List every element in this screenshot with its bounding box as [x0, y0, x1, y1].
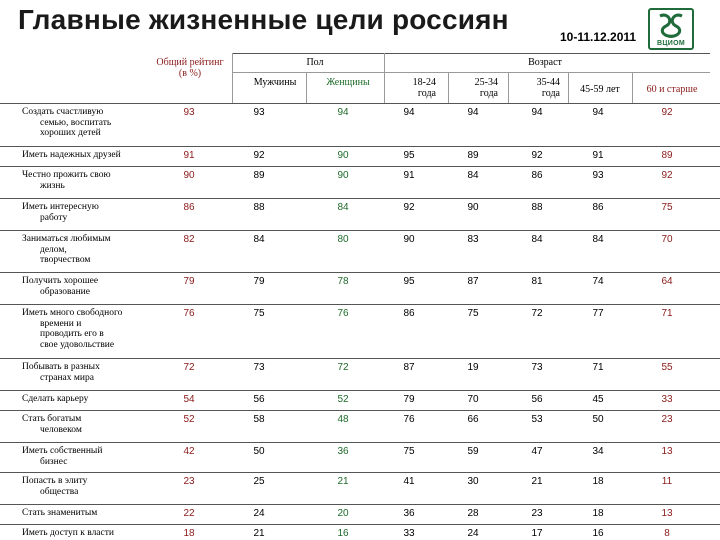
table-cell-value: 36 [337, 446, 349, 457]
table-cell-value: 82 [183, 234, 195, 245]
row-separator [0, 146, 720, 147]
table-cell-value: 91 [183, 150, 195, 161]
row-label-line: Иметь доступ к власти [22, 528, 114, 538]
row-label-line: Иметь много свободного [22, 308, 123, 318]
table-cell-value: 23 [183, 476, 195, 487]
row-label-line: общества [40, 486, 79, 497]
table-cell-value: 24 [253, 508, 265, 519]
table-cell-value: 75 [661, 202, 673, 213]
table-cell-value: 94 [337, 107, 349, 118]
table-cell-value: 13 [661, 446, 673, 457]
row-label [22, 170, 152, 191]
header-top-line [232, 53, 710, 54]
header-age-group: Возраст [528, 57, 562, 68]
table-cell-value: 77 [592, 308, 604, 319]
table-cell-value: 86 [183, 202, 195, 213]
table-cell-value: 80 [337, 234, 349, 245]
page-title: Главные жизненные цели россиян [18, 4, 509, 35]
row-separator [0, 358, 720, 359]
table-cell-value: 92 [661, 170, 673, 181]
header-age-18-24-line1: 18-24 [412, 77, 436, 88]
row-separator [0, 524, 720, 525]
table-cell-value: 84 [592, 234, 604, 245]
table-cell-value: 75 [467, 308, 479, 319]
row-separator [0, 272, 720, 273]
row-label [22, 308, 152, 350]
table-cell-value: 76 [183, 308, 195, 319]
table-cell-value: 84 [337, 202, 349, 213]
table-cell-value: 71 [661, 308, 673, 319]
row-label-line: Побывать в разных [22, 362, 100, 372]
header-age-45-59: 45-59 лет [580, 84, 620, 95]
row-label-line: делом, [40, 244, 67, 255]
table-cell-value: 73 [531, 362, 543, 373]
header-women: Женщины [326, 77, 370, 88]
row-label-line: Сделать карьеру [22, 394, 89, 404]
header-divider-men [306, 72, 307, 103]
table-cell-value: 86 [592, 202, 604, 213]
row-label [22, 362, 152, 383]
table-cell-value: 75 [403, 446, 415, 457]
table-cell-value: 16 [337, 528, 349, 539]
table-cell-value: 50 [592, 414, 604, 425]
table-cell-value: 48 [337, 414, 349, 425]
row-separator [0, 230, 720, 231]
table-cell-value: 92 [253, 150, 265, 161]
table-cell-value: 59 [467, 446, 479, 457]
table-cell-value: 84 [467, 170, 479, 181]
table-cell-value: 91 [592, 150, 604, 161]
table-cell-value: 58 [253, 414, 265, 425]
row-label [22, 150, 152, 161]
row-label-line: Честно прожить свою [22, 170, 111, 180]
vciom-logo-icon [648, 8, 694, 50]
table-cell-value: 88 [531, 202, 543, 213]
table-cell-value: 92 [403, 202, 415, 213]
table-cell-value: 90 [183, 170, 195, 181]
table-cell-value: 78 [337, 276, 349, 287]
header-age-25-34-line1: 25-34 [474, 77, 498, 88]
table-cell-value: 33 [661, 394, 673, 405]
table-cell-value: 21 [253, 528, 265, 539]
header-age-35-44 [510, 77, 560, 99]
table-cell-value: 75 [253, 308, 265, 319]
table-cell-value: 45 [592, 394, 604, 405]
row-label [22, 394, 152, 405]
header-age-18-24-line2: года [417, 88, 436, 99]
table-cell-value: 56 [531, 394, 543, 405]
table-cell-value: 86 [531, 170, 543, 181]
table-cell-value: 89 [661, 150, 673, 161]
survey-date: 10-11.12.2011 [560, 30, 637, 44]
table-cell-value: 79 [403, 394, 415, 405]
table-cell-value: 23 [661, 414, 673, 425]
table-cell-value: 92 [531, 150, 543, 161]
table-cell-value: 53 [531, 414, 543, 425]
row-label-line: Заниматься любимым [22, 234, 111, 244]
row-separator [0, 304, 720, 305]
row-separator [0, 390, 720, 391]
header-sex-group: Пол [306, 57, 324, 68]
table-cell-value: 89 [253, 170, 265, 181]
table-cell-value: 55 [661, 362, 673, 373]
table-cell-value: 19 [467, 362, 479, 373]
table-cell-value: 84 [531, 234, 543, 245]
table-cell-value: 72 [337, 362, 349, 373]
header-rating-line1: Общий рейтинг [156, 57, 224, 68]
table-cell-value: 93 [253, 107, 265, 118]
row-label-line: семью, воспитать [40, 117, 112, 128]
table-cell-value: 83 [467, 234, 479, 245]
header-men: Мужчины [253, 77, 297, 88]
row-label-line: Создать счастливую [22, 107, 104, 117]
row-label-line: странах мира [40, 372, 94, 383]
table-cell-value: 42 [183, 446, 195, 457]
table-cell-value: 30 [467, 476, 479, 487]
row-label-line: проводить его в [40, 329, 104, 339]
row-label-line: Стать знаменитым [22, 508, 98, 518]
header-age-60: 60 и старше [646, 84, 698, 95]
row-separator [0, 442, 720, 443]
table-cell-value: 34 [592, 446, 604, 457]
table-cell-value: 90 [337, 170, 349, 181]
table-cell-value: 33 [403, 528, 415, 539]
table-cell-value: 73 [253, 362, 265, 373]
header-age-35-44-line2: года [541, 88, 560, 99]
header-divider-35-44 [568, 72, 569, 103]
table-cell-value: 93 [592, 170, 604, 181]
table-cell-value: 90 [467, 202, 479, 213]
table-cell-value: 18 [592, 476, 604, 487]
header-age-18-24 [390, 77, 436, 99]
table-cell-value: 89 [467, 150, 479, 161]
header-bottom-line [0, 103, 720, 104]
header-age-25-34-line2: года [479, 88, 498, 99]
table-cell-value: 20 [337, 508, 349, 519]
table-cell-value: 52 [337, 394, 349, 405]
row-label-line: времени и [40, 318, 82, 329]
header-divider-18-24 [448, 72, 449, 103]
header-group-line [232, 72, 710, 73]
row-label-line: творчеством [40, 255, 91, 265]
table-cell-value: 94 [592, 107, 604, 118]
table-cell-value: 70 [661, 234, 673, 245]
row-label-line: Иметь надежных друзей [22, 150, 121, 160]
header-age-35-44-line1: 35-44 [536, 77, 560, 88]
row-label [22, 414, 152, 435]
header-divider-sex [384, 53, 385, 103]
table-cell-value: 18 [592, 508, 604, 519]
table-cell-value: 47 [531, 446, 543, 457]
row-label-line: Иметь собственный [22, 446, 103, 456]
row-label [22, 107, 152, 139]
row-label [22, 528, 152, 539]
table-cell-value: 8 [664, 528, 670, 539]
table-cell-value: 28 [467, 508, 479, 519]
table-cell-value: 87 [467, 276, 479, 287]
table-cell-value: 22 [183, 508, 195, 519]
table-cell-value: 13 [661, 508, 673, 519]
table-cell-value: 50 [253, 446, 265, 457]
row-separator [0, 504, 720, 505]
table-cell-value: 90 [337, 150, 349, 161]
table-cell-value: 84 [253, 234, 265, 245]
table-cell-value: 70 [467, 394, 479, 405]
row-label [22, 476, 152, 497]
table-cell-value: 94 [403, 107, 415, 118]
table-cell-value: 87 [403, 362, 415, 373]
table-cell-value: 16 [592, 528, 604, 539]
table-cell-value: 54 [183, 394, 195, 405]
table-cell-value: 72 [531, 308, 543, 319]
table-cell-value: 90 [403, 234, 415, 245]
row-label-line: хороших детей [40, 128, 101, 138]
row-label-line: свое удовольствие [40, 339, 115, 350]
header-rating [140, 57, 240, 79]
table-cell-value: 56 [253, 394, 265, 405]
row-label-line: Стать богатым [22, 414, 82, 424]
table-cell-value: 94 [531, 107, 543, 118]
row-label-line: Попасть в элиту [22, 476, 88, 486]
row-label-line: образование [40, 286, 90, 297]
table-cell-value: 52 [183, 414, 195, 425]
row-separator [0, 410, 720, 411]
table-cell-value: 76 [403, 414, 415, 425]
table-cell-value: 93 [183, 107, 195, 118]
table-cell-value: 23 [531, 508, 543, 519]
table-cell-value: 72 [183, 362, 195, 373]
table-cell-value: 18 [183, 528, 195, 539]
table-cell-value: 86 [403, 308, 415, 319]
table-cell-value: 11 [661, 476, 673, 487]
table-cell-value: 36 [403, 508, 415, 519]
table-cell-value: 76 [337, 308, 349, 319]
row-label [22, 202, 152, 223]
table-cell-value: 25 [253, 476, 265, 487]
table-cell-value: 41 [403, 476, 415, 487]
row-separator [0, 472, 720, 473]
row-label-line: Иметь интересную [22, 202, 99, 212]
row-label [22, 276, 152, 297]
row-separator [0, 198, 720, 199]
table-cell-value: 79 [253, 276, 265, 287]
table-cell-value: 94 [467, 107, 479, 118]
row-label-line: Получить хорошее [22, 276, 99, 286]
table-cell-value: 79 [183, 276, 195, 287]
row-label [22, 234, 152, 266]
table-cell-value: 95 [403, 276, 415, 287]
table-cell-value: 24 [467, 528, 479, 539]
table-cell-value: 21 [337, 476, 349, 487]
row-label-line: человеком [40, 424, 82, 435]
row-label-line: жизнь [40, 180, 65, 191]
table-cell-value: 66 [467, 414, 479, 425]
header-rating-line2: (в %) [178, 68, 202, 79]
table-cell-value: 17 [531, 528, 543, 539]
logo-text: ВЦИОМ [657, 40, 685, 47]
table-cell-value: 88 [253, 202, 265, 213]
table-cell-value: 74 [592, 276, 604, 287]
row-label-line: работу [40, 212, 68, 223]
row-label [22, 446, 152, 467]
row-separator [0, 166, 720, 167]
row-label [22, 508, 152, 519]
table-cell-value: 95 [403, 150, 415, 161]
table-cell-value: 64 [661, 276, 673, 287]
table-cell-value: 71 [592, 362, 604, 373]
table-cell-value: 91 [403, 170, 415, 181]
table-cell-value: 92 [661, 107, 673, 118]
header-divider-45-59 [632, 72, 633, 103]
header-age-25-34 [450, 77, 498, 99]
row-label-line: бизнес [40, 456, 68, 467]
table-cell-value: 21 [531, 476, 543, 487]
table-cell-value: 81 [531, 276, 543, 287]
header-divider-25-34 [508, 72, 509, 103]
